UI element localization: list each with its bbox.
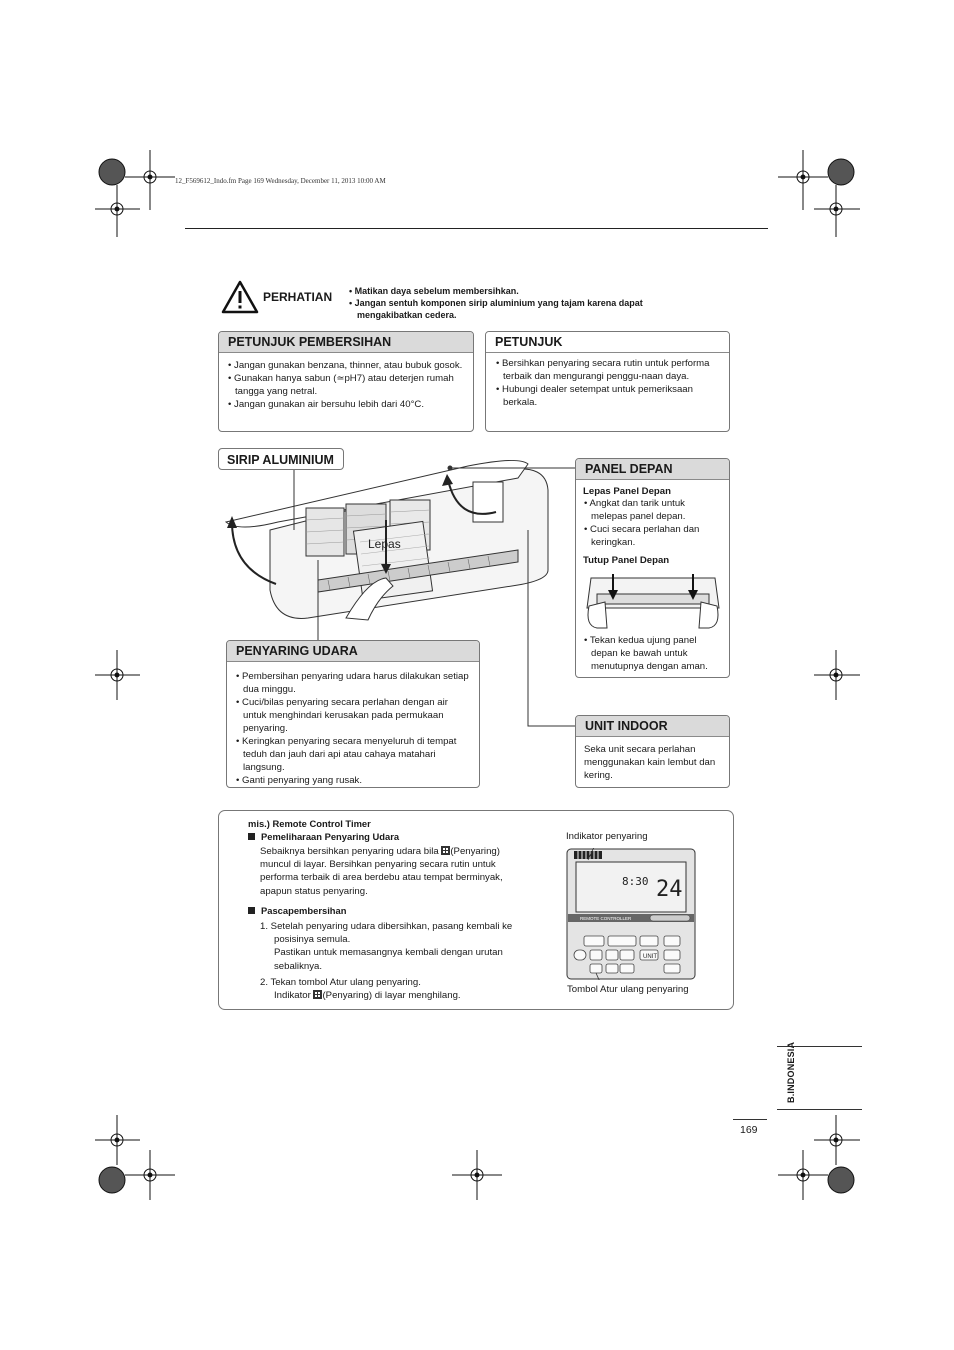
side-tab-text: B.INDONESIA [786, 1041, 796, 1103]
filter-grid-icon [441, 846, 450, 855]
post-heading: Pascapembersihan [248, 905, 346, 916]
indoor-unit-box [575, 715, 730, 788]
remote-button[interactable] [590, 950, 602, 960]
lepas-label: Lepas [368, 537, 401, 551]
remote-button[interactable] [620, 950, 634, 960]
remote-button[interactable] [664, 950, 680, 960]
front-panel-box [575, 458, 730, 678]
warning-title: PERHATIAN [263, 290, 333, 304]
remote-button[interactable] [608, 936, 636, 946]
list-item: • Ganti penyaring yang rusak. [235, 774, 471, 787]
remove-heading: Lepas Panel Depan [583, 486, 671, 497]
remote-strip-label: REMOTE CONTROLLER [580, 916, 632, 921]
remote-button[interactable] [620, 964, 634, 973]
air-filter-title: PENYARING UDARA [227, 641, 479, 662]
remote-button[interactable] [584, 936, 604, 946]
indicator-label: Indikator penyaring [566, 831, 648, 842]
list-item: • Tekan kedua ujung panel depan ke bawah untuk menutupnya dengan aman. [583, 634, 723, 673]
step-2: 2. Tekan tombol Atur ulang penyaring. Indikator (Penyaring) di layar menghilang. [260, 977, 461, 1002]
list-item: • Cuci/bilas penyaring secara perlahan dengan air untuk menghindari kerusakan pada permukaan penyaring. [235, 696, 471, 735]
page-number-rule [733, 1119, 767, 1120]
tips-list [486, 353, 729, 409]
cleaning-tips-list [219, 353, 473, 411]
remote-button[interactable] [574, 950, 586, 960]
display-temperature: 24 [656, 877, 683, 902]
close-heading: Tutup Panel Depan [583, 555, 670, 566]
close-list [583, 634, 723, 673]
tips-title: PETUNJUK [486, 332, 729, 353]
remote-button[interactable] [606, 950, 618, 960]
list-item: • Keringkan penyaring secara menyeluruh di tempat teduh dan jauh dari api atau cahaya matahari langsung. [235, 735, 471, 774]
warning-list [349, 285, 709, 321]
warning-item: • Jangan sentuh komponen sirip aluminium yang tajam karena dapat mengakibatkan cedera. [349, 298, 643, 320]
filter-reset-button[interactable] [590, 964, 602, 973]
header-rule [185, 228, 768, 229]
step-1: 1. Setelah penyaring udara dibersihkan, pasang kembali ke posisinya semula. Pastikan untuk memasangnya kembali dengan urutan sebaliknya. [260, 921, 513, 972]
unit-button-label: UNIT [643, 954, 657, 960]
remote-title: mis.) Remote Control Timer [248, 818, 371, 829]
reset-label: Tombol Atur ulang penyaring [567, 984, 689, 995]
page-number: 169 [740, 1124, 758, 1136]
file-info: 12_F569612_Indo.fm Page 169 Wednesday, December 11, 2013 10:00 AM [175, 177, 386, 185]
list-item: • Bersihkan penyaring secara rutin untuk performa terbaik dan mengurangi penggu-naan daya. [495, 357, 721, 383]
remote-button[interactable] [664, 964, 680, 973]
list-item: • Cuci secara perlahan dan keringkan. [583, 523, 723, 549]
remove-list [583, 497, 723, 549]
remote-button[interactable] [640, 936, 658, 946]
maint-text: Sebaiknya bersihkan penyaring udara bila (Penyaring) muncul di layar. Bersihkan penyaring secara rutin untuk performa terbaik di area berdebu atau tempat berminyak, apapun status penyaring. [260, 846, 503, 897]
remote-button[interactable] [606, 964, 618, 973]
air-filter-box [226, 640, 480, 788]
warning-icon [221, 280, 259, 314]
list-item: • Hubungi dealer setempat untuk pemeriksaan berkala. [495, 383, 721, 409]
display-time: 8:30 [622, 875, 649, 888]
cleaning-tips-box [218, 331, 474, 432]
list-item: • Jangan gunakan benzana, thinner, atau bubuk gosok. [227, 359, 467, 372]
tips-box [485, 331, 730, 432]
indoor-unit-illustration [218, 450, 558, 650]
air-filter-list [227, 662, 479, 787]
indoor-unit-text: Seka unit secara perlahan menggunakan kain lembut dan kering. [584, 744, 716, 781]
remote-button[interactable] [664, 936, 680, 946]
warning-item: • Matikan daya sebelum membersihkan. [349, 286, 519, 296]
aluminium-fin-label: SIRIP ALUMINIUM [218, 448, 344, 470]
list-item: • Pembersihan penyaring udara harus dilakukan setiap dua minggu. [235, 670, 471, 696]
front-panel-title: PANEL DEPAN [576, 459, 729, 480]
remote-controller-illustration [566, 848, 696, 980]
indoor-unit-title: UNIT INDOOR [576, 716, 729, 737]
list-item: • Jangan gunakan air bersuhu lebih dari 40°C. [227, 398, 467, 411]
list-item: • Angkat dan tarik untuk melepas panel depan. [583, 497, 723, 523]
cleaning-tips-title: PETUNJUK PEMBERSIHAN [219, 332, 473, 353]
list-item: • Gunakan hanya sabun (≃pH7) atau deterjen rumah tangga yang netral. [227, 372, 467, 398]
panel-close-illustration [583, 568, 723, 630]
maint-heading: Pemeliharaan Penyaring Udara [248, 831, 399, 842]
